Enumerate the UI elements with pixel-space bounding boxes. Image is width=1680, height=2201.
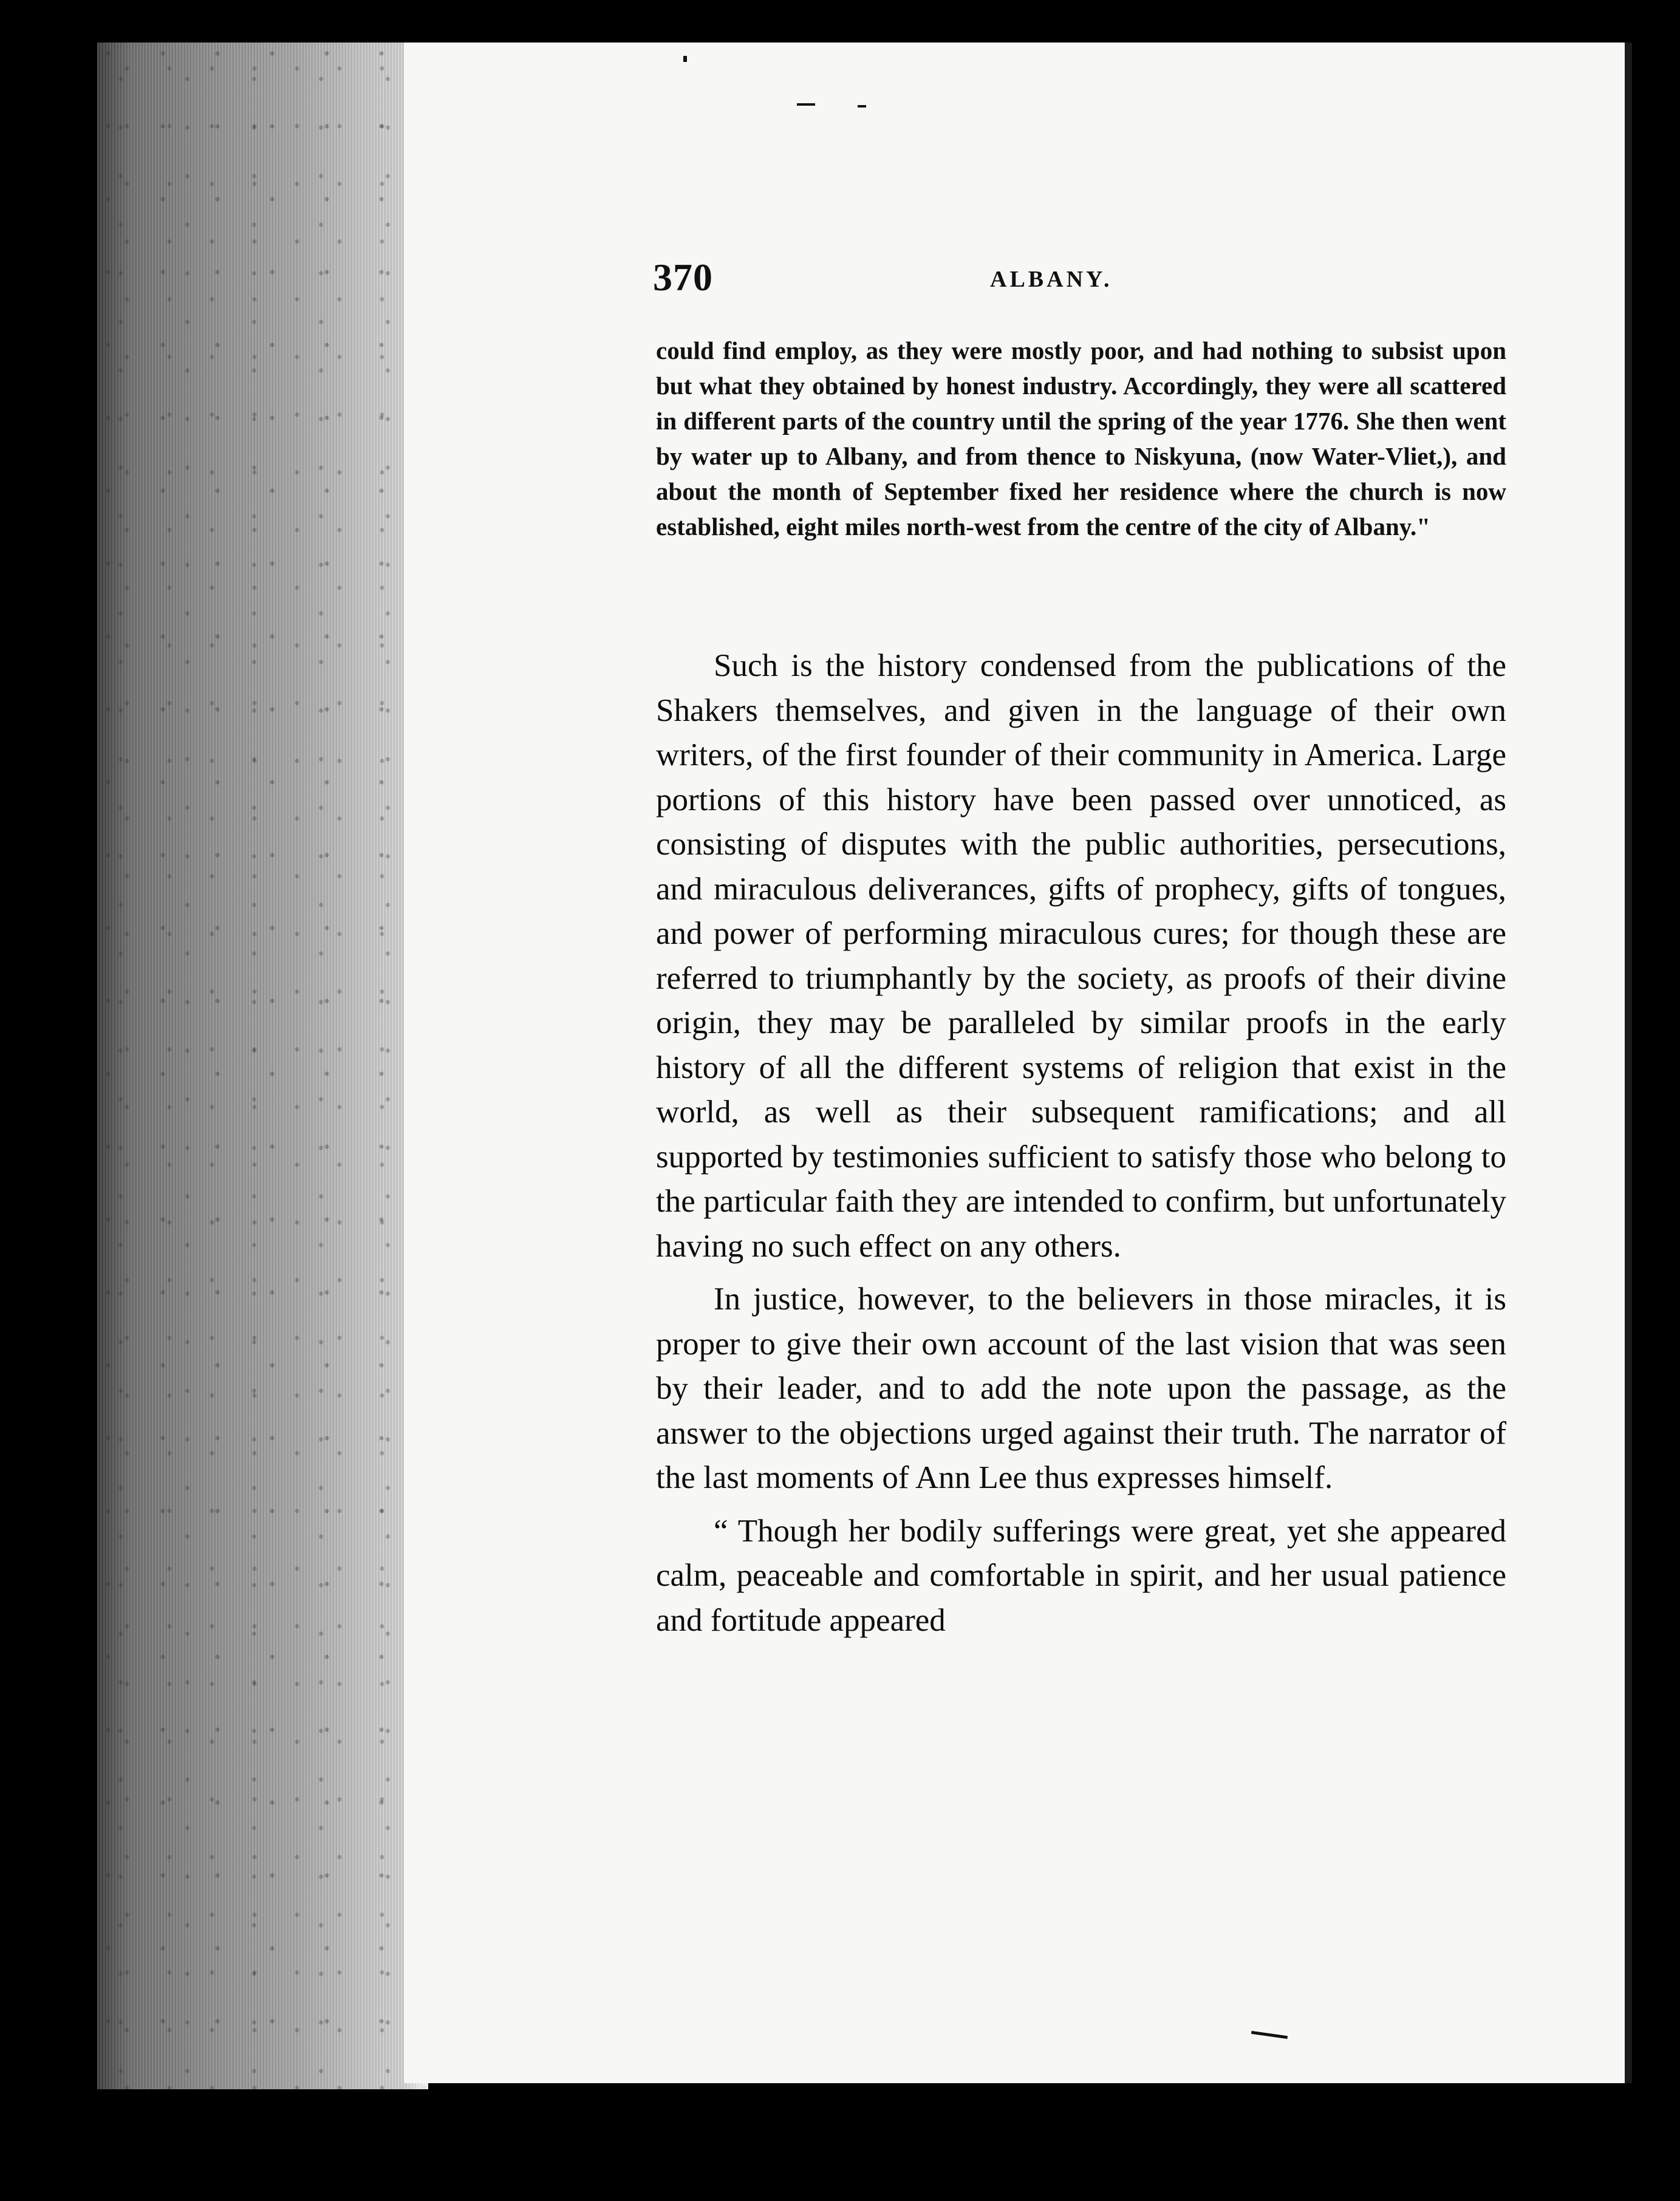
page-header [653,255,1509,322]
paragraph: “ Though her bodily sufferings were great, yet she appeared calm, peaceable and comfortable in spirit, and her usual patience and fortitude appeared [656,1513,1506,1638]
next-page-edge [1625,43,1632,2083]
quoted-passage: could find employ, as they were mostly poor, and had nothing to subsist upon but what they obtained by honest industry. Accordingly, they were all scattered in different parts of the country until the spring of the year 1776. She then went by water up to Albany, and from thence to Niskyuna, (now Water-Vliet,), and about the month of September fixed her residence where the church is now established, eight miles north-west from the centre of the city of Albany." [656,336,1506,541]
paragraph: Such is the history condensed from the publications of the Shakers themselves, and given in the language of their own writers, of the first founder of their community in America. Large portions of this history have been passed over unnoticed, as consisting of disputes with the public authorities, persecutions, and miraculous deliverances, gifts of prophecy, gifts of tongues, and power of performing miraculous cures; for though these are referred to triumphantly by the society, as proofs of their divine origin, they may be paralleled by similar proofs in the early history of all the different systems of religion that exist in the world, as well as their subsequent ramifications; and all supported by testimonies sufficient to satisfy those who belong to the particular faith they are intended to confirm, but unfortunately having no such effect on any others. [656,648,1506,1264]
page-edge-stack [97,43,428,2089]
running-head: ALBANY. [990,267,1113,292]
ink-speck [683,56,687,62]
body-text [656,644,1506,1643]
paragraph: In justice, however, to the believers in those miracles, it is proper to give their own account of the last vision that was seen by their leader, and to add the note upon the passage, as the answer to the objections urged against their truth. The narrator of the last moments of Ann Lee thus expresses himself. [656,1281,1506,1495]
ink-speck [858,105,866,107]
page-number: 370 [653,256,713,299]
ink-speck [797,103,815,106]
